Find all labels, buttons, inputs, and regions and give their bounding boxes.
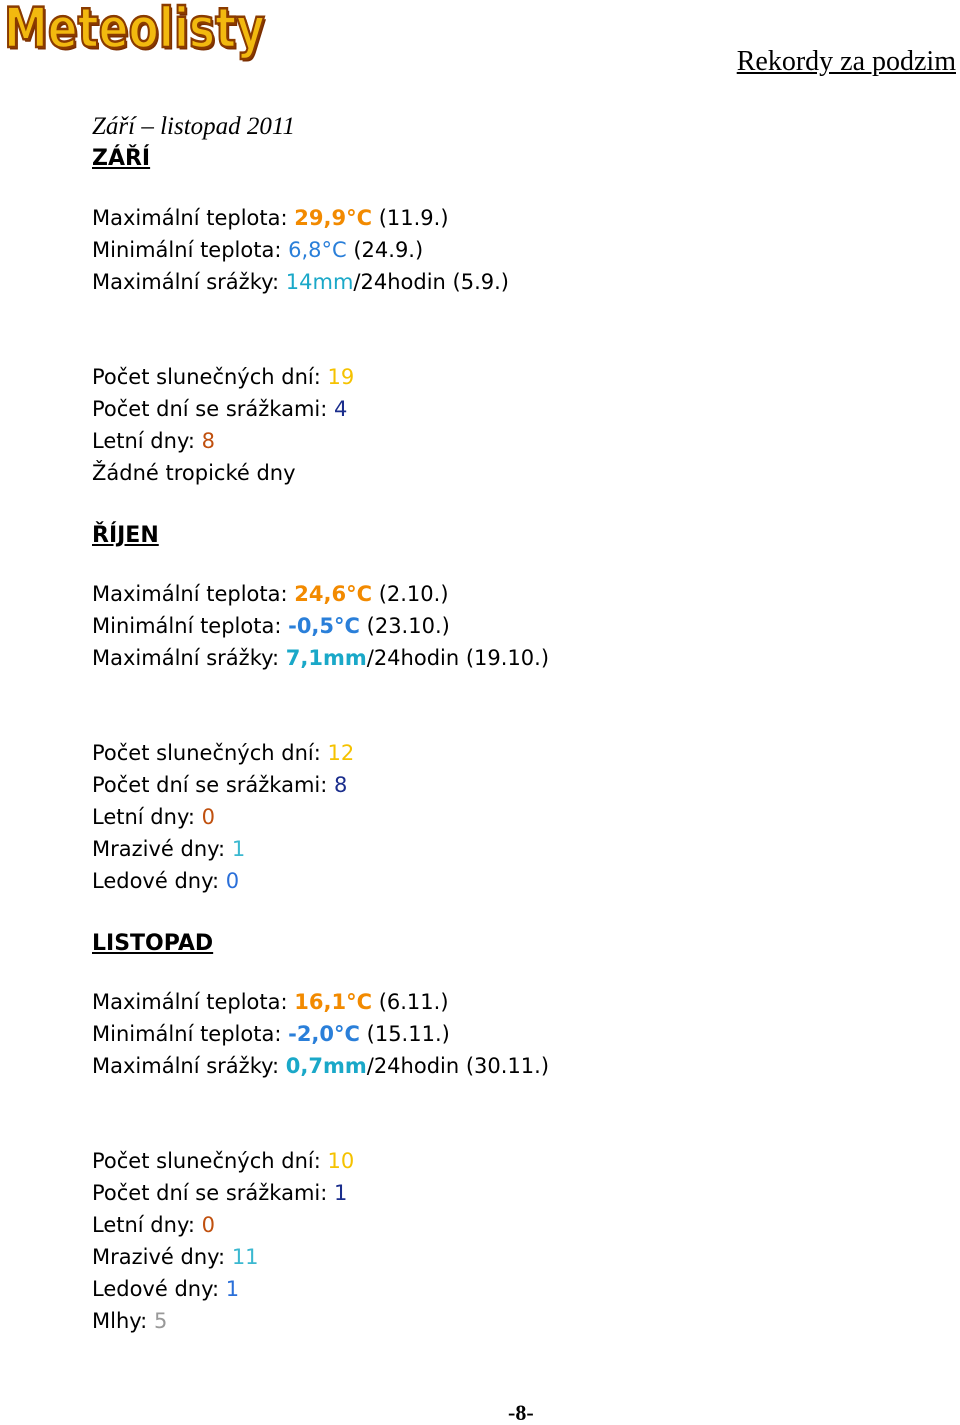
- meteolisty-logo: Meteolisty: [4, 0, 265, 61]
- max-temp-label: Maximální teplota:: [92, 990, 288, 1014]
- november-frost-days: [92, 1247, 259, 1268]
- october-ice-days: [92, 871, 239, 892]
- min-temp-value: -0,5°C: [288, 614, 360, 638]
- sunny-days-label: Počet slunečných dní:: [92, 1149, 321, 1173]
- max-precip-suffix: /24hodin (30.11.): [366, 1054, 550, 1078]
- sunny-days-label: Počet slunečných dní:: [92, 741, 321, 765]
- page-number: -8-: [508, 1400, 534, 1425]
- min-temp-date: (24.9.): [353, 238, 424, 262]
- ice-days-value: 0: [225, 869, 240, 893]
- summer-days-value: 8: [201, 429, 215, 453]
- summer-days-value: 0: [201, 1213, 215, 1237]
- max-temp-date: (6.11.): [378, 990, 449, 1014]
- frost-days-label: Mrazivé dny:: [92, 837, 226, 861]
- precip-days-label: Počet dní se srážkami:: [92, 773, 328, 797]
- min-temp-label: Minimální teplota:: [92, 238, 282, 262]
- october-min-temp: [92, 616, 450, 637]
- max-precip-value: 14mm: [285, 270, 354, 294]
- precip-days-label: Počet dní se srážkami:: [92, 1181, 328, 1205]
- min-temp-date: (23.10.): [366, 614, 450, 638]
- precip-days-value: 8: [334, 773, 348, 797]
- max-precip-value: 0,7mm: [285, 1054, 367, 1078]
- november-summer-days: [92, 1215, 215, 1236]
- summer-days-label: Letní dny:: [92, 429, 195, 453]
- max-temp-label: Maximální teplota:: [92, 582, 288, 606]
- september-tropical-note: Žádné tropické dny: [92, 461, 296, 485]
- summer-days-label: Letní dny:: [92, 805, 195, 829]
- october-frost-days: [92, 839, 245, 860]
- september-min-temp: [92, 240, 423, 261]
- september-summer-days: [92, 431, 215, 452]
- max-precip-suffix: /24hodin (5.9.): [353, 270, 509, 294]
- sunny-days-value: 19: [327, 365, 355, 389]
- october-summer-days: [92, 807, 215, 828]
- min-temp-label: Minimální teplota:: [92, 614, 282, 638]
- november-sunny-days: [92, 1151, 354, 1172]
- october-sunny-days: [92, 743, 354, 764]
- min-temp-label: Minimální teplota:: [92, 1022, 282, 1046]
- min-temp-value: -2,0°C: [288, 1022, 360, 1046]
- max-temp-date: (2.10.): [378, 582, 449, 606]
- max-precip-label: Maximální srážky:: [92, 646, 280, 670]
- min-temp-date: (15.11.): [366, 1022, 450, 1046]
- page-header-title: Rekordy za podzim: [736, 46, 956, 77]
- october-max-precip: [92, 648, 549, 669]
- max-temp-date: (11.9.): [378, 206, 449, 230]
- max-precip-label: Maximální srážky:: [92, 270, 280, 294]
- section-heading-september: ZÁŘÍ: [92, 146, 151, 171]
- september-precip-days: [92, 399, 347, 420]
- summer-days-label: Letní dny:: [92, 1213, 195, 1237]
- min-temp-value: 6,8°C: [288, 238, 347, 262]
- max-temp-value: 16,1°C: [294, 990, 372, 1014]
- max-precip-suffix: /24hodin (19.10.): [366, 646, 550, 670]
- october-precip-days: [92, 775, 347, 796]
- fog-days-value: 5: [153, 1309, 168, 1333]
- precip-days-value: 4: [334, 397, 348, 421]
- section-heading-october: ŘÍJEN: [92, 523, 159, 548]
- max-precip-label: Maximální srážky:: [92, 1054, 280, 1078]
- precip-days-label: Počet dní se srážkami:: [92, 397, 328, 421]
- summer-days-value: 0: [201, 805, 215, 829]
- november-min-temp: [92, 1024, 450, 1045]
- september-max-precip: [92, 272, 509, 293]
- ice-days-label: Ledové dny:: [92, 1277, 220, 1301]
- fog-days-label: Mlhy:: [92, 1309, 148, 1333]
- sunny-days-value: 10: [327, 1149, 355, 1173]
- november-ice-days: [92, 1279, 239, 1300]
- november-max-precip: [92, 1056, 549, 1077]
- november-precip-days: [92, 1183, 347, 1204]
- frost-days-value: 11: [231, 1245, 259, 1269]
- september-max-temp: [92, 208, 449, 229]
- max-precip-value: 7,1mm: [285, 646, 367, 670]
- max-temp-value: 24,6°C: [294, 582, 372, 606]
- sunny-days-label: Počet slunečných dní:: [92, 365, 321, 389]
- ice-days-label: Ledové dny:: [92, 869, 220, 893]
- november-fog-days: [92, 1311, 167, 1332]
- period-subtitle: Září – listopad 2011: [92, 113, 296, 140]
- sunny-days-value: 12: [327, 741, 355, 765]
- max-temp-value: 29,9°C: [294, 206, 372, 230]
- section-heading-november: LISTOPAD: [92, 931, 214, 956]
- max-temp-label: Maximální teplota:: [92, 206, 288, 230]
- ice-days-value: 1: [225, 1277, 240, 1301]
- november-max-temp: [92, 992, 449, 1013]
- precip-days-value: 1: [334, 1181, 348, 1205]
- october-max-temp: [92, 584, 449, 605]
- september-sunny-days: [92, 367, 354, 388]
- frost-days-label: Mrazivé dny:: [92, 1245, 226, 1269]
- frost-days-value: 1: [231, 837, 246, 861]
